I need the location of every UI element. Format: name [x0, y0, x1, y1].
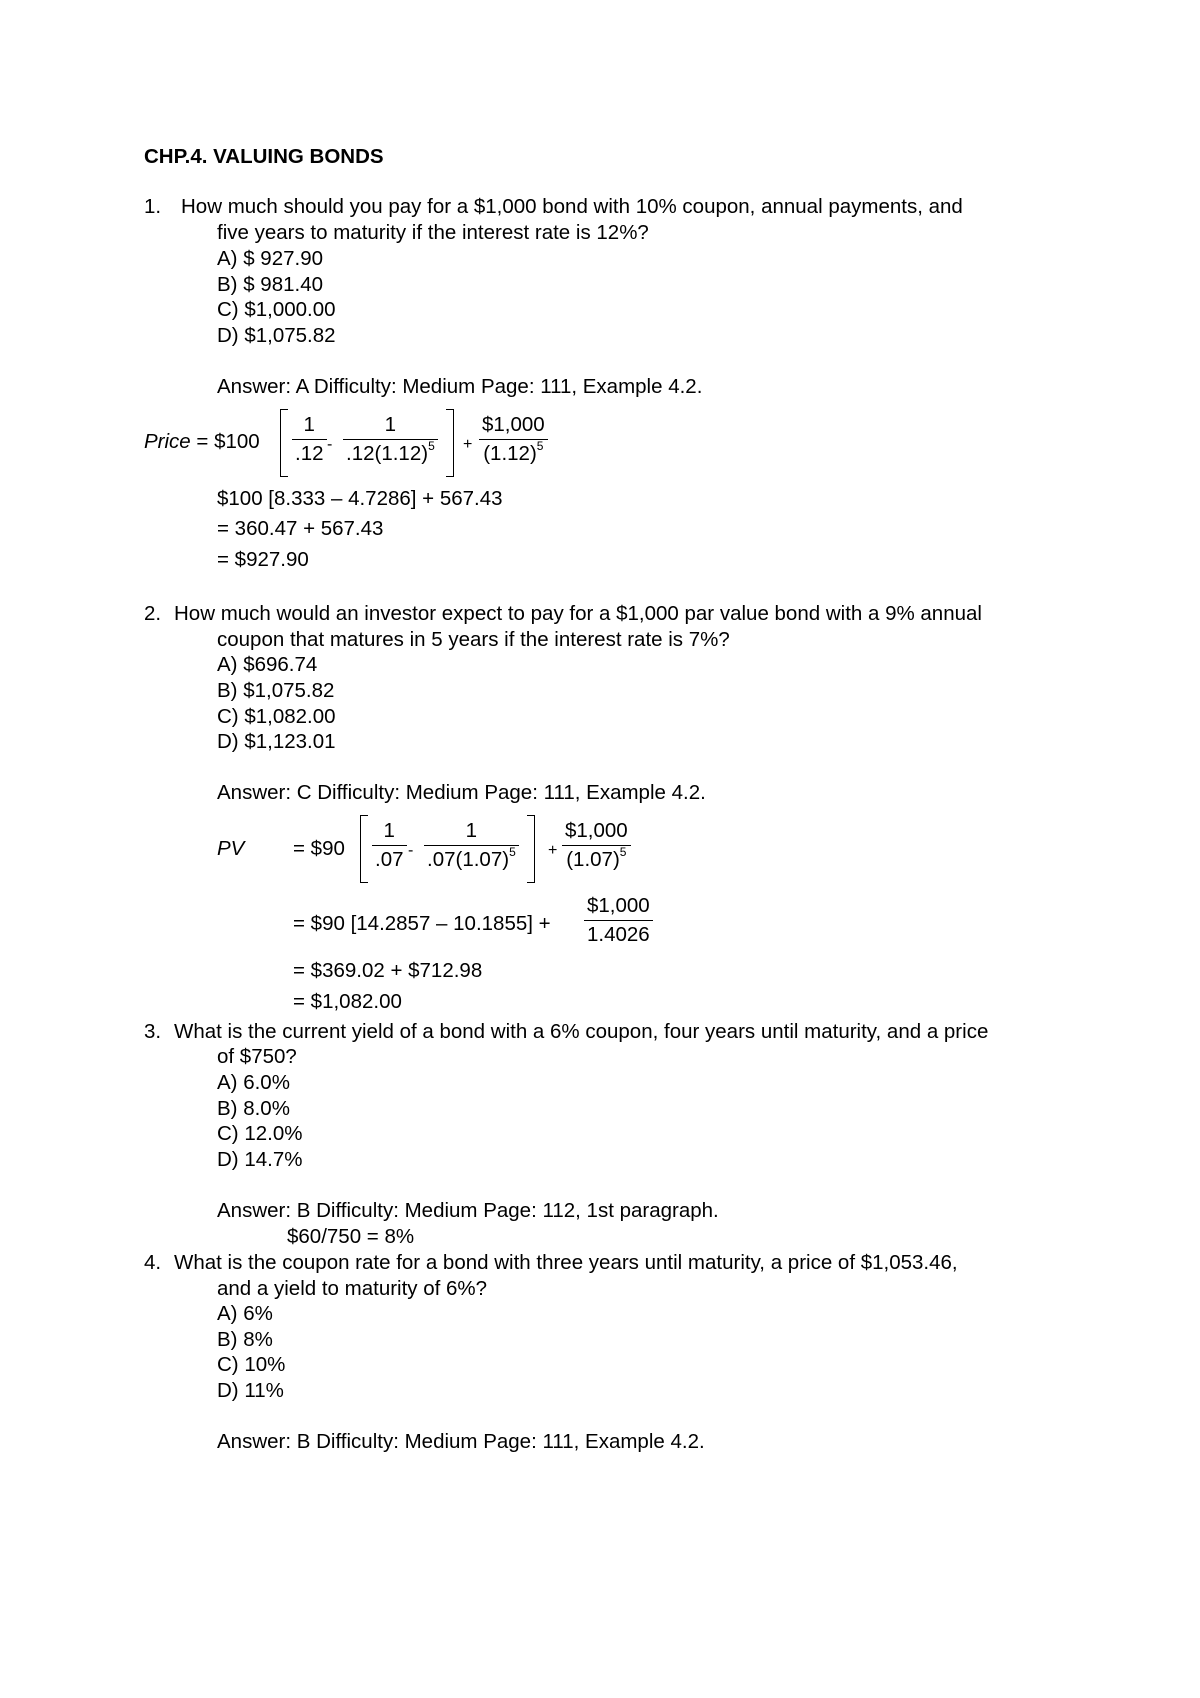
right-bracket: [527, 815, 535, 883]
calc-step-1: $60/750 = 8%: [287, 1225, 415, 1248]
answer-line: Answer: A Difficulty: Medium Page: 111, Example 4.2.: [217, 375, 703, 398]
formula-label: PV: [217, 837, 245, 860]
fraction-face-value: $\frac{\$1,000}{(1.07)^5}$: [562, 817, 631, 874]
left-bracket: [360, 815, 368, 883]
option-d: D) $1,123.01: [217, 730, 336, 753]
formula-label: Price: [144, 430, 191, 453]
option-c: C) $1,082.00: [217, 705, 336, 728]
fraction-one-over-rate: $\frac{1}{.07}$: [372, 817, 407, 874]
option-b: B) 8.0%: [217, 1097, 290, 1120]
question-number: 1.: [144, 195, 162, 218]
question-number: 4.: [144, 1251, 162, 1274]
calc-step-3: = $927.90: [217, 548, 309, 571]
question-text-line2: coupon that matures in 5 years if the interest rate is 7%?: [217, 628, 730, 651]
formula-equals: = $90: [293, 837, 345, 860]
minus-sign: -: [408, 842, 414, 859]
option-b: B) $ 981.40: [217, 273, 323, 296]
fraction-face-over-factor: $\frac{\$1,000}{1.4026}$: [584, 892, 653, 949]
fraction-annuity-discount: $\frac{1}{.12(1.12)^5}$: [343, 411, 438, 468]
minus-sign: -: [327, 436, 333, 453]
fraction-face-value: $\frac{\$1,000}{(1.12)^5}$: [479, 411, 548, 468]
question-text-line2: five years to maturity if the interest rate is 12%?: [217, 221, 649, 244]
option-c: C) 12.0%: [217, 1122, 303, 1145]
calc-step-2: = 360.47 + 567.43: [217, 517, 384, 540]
option-b: B) $1,075.82: [217, 679, 335, 702]
calc-step-1: $100 [8.333 – 4.7286] + 567.43: [217, 487, 503, 510]
option-d: D) 14.7%: [217, 1148, 303, 1171]
calc-step-1: = $90 [14.2857 – 10.1855] +: [293, 912, 551, 935]
fraction-one-over-rate: $\frac{1}{.12}$: [292, 411, 327, 468]
option-a: A) $ 927.90: [217, 247, 323, 270]
fraction-annuity-discount: $\frac{1}{.07(1.07)^5}$: [424, 817, 519, 874]
plus-sign: +: [463, 436, 473, 453]
formula-equals: = $100: [190, 430, 260, 453]
calc-step-2: = $369.02 + $712.98: [293, 959, 483, 982]
answer-line: Answer: C Difficulty: Medium Page: 111, Example 4.2.: [217, 781, 706, 804]
question-text-line1: How much would an investor expect to pay for a $1,000 par value bond with a 9% annual: [174, 602, 982, 625]
calc-step-3: = $1,082.00: [293, 990, 402, 1013]
question-number: 3.: [144, 1020, 162, 1043]
question-number: 2.: [144, 602, 162, 625]
option-a: A) 6.0%: [217, 1071, 290, 1094]
option-a: A) 6%: [217, 1302, 273, 1325]
answer-line: Answer: B Difficulty: Medium Page: 111, Example 4.2.: [217, 1430, 705, 1453]
question-text-line1: What is the coupon rate for a bond with three years until maturity, a price of $1,053.46,: [174, 1251, 958, 1274]
question-text-line2: of $750?: [217, 1045, 297, 1068]
question-text-line2: and a yield to maturity of 6%?: [217, 1277, 488, 1300]
option-c: C) $1,000.00: [217, 298, 336, 321]
question-text-line1: What is the current yield of a bond with a 6% coupon, four years until maturity, and a price: [174, 1020, 989, 1043]
option-d: D) 11%: [217, 1379, 284, 1402]
option-b: B) 8%: [217, 1328, 273, 1351]
left-bracket: [280, 409, 288, 477]
option-c: C) 10%: [217, 1353, 286, 1376]
chapter-title: CHP.4. VALUING BONDS: [144, 145, 384, 168]
option-d: D) $1,075.82: [217, 324, 336, 347]
answer-line: Answer: B Difficulty: Medium Page: 112, 1st paragraph.: [217, 1199, 719, 1222]
option-a: A) $696.74: [217, 653, 318, 676]
question-text-line1: How much should you pay for a $1,000 bond with 10% coupon, annual payments, and: [181, 195, 963, 218]
plus-sign: +: [548, 842, 558, 859]
right-bracket: [446, 409, 454, 477]
